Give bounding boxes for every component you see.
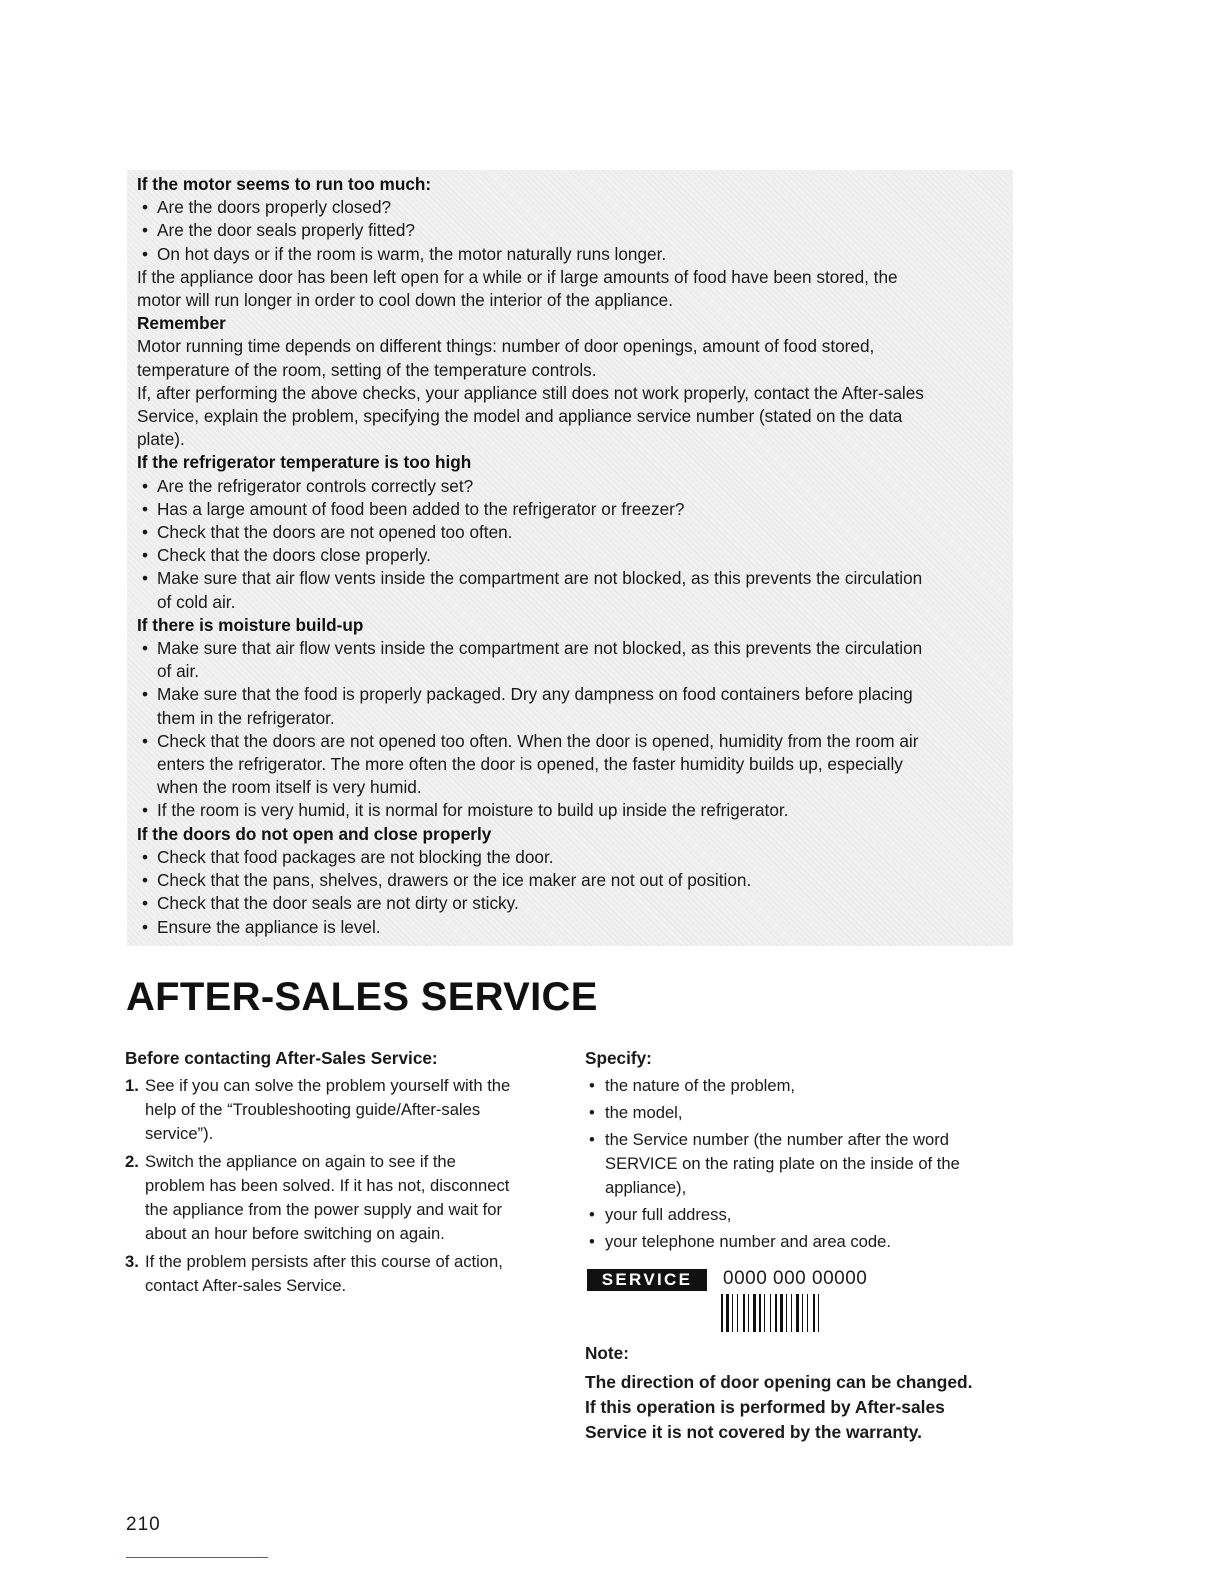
list-item: • Are the refrigerator controls correctly set? xyxy=(137,475,1003,498)
specify-line: • the model, xyxy=(605,1103,683,1122)
barcode-bar xyxy=(753,1294,756,1332)
barcode-bar xyxy=(748,1294,749,1332)
remember-heading: Remember xyxy=(137,313,226,334)
barcode-bar xyxy=(743,1294,745,1332)
step-line: service”). xyxy=(145,1124,214,1143)
step-number: 1. xyxy=(125,1076,139,1095)
paragraph-line: If, after performing the above checks, your appliance still does not work properly, contact the After-sales xyxy=(137,382,924,403)
list-item-continuation: when the room itself is very humid. xyxy=(157,777,422,798)
list-item-continuation: of air. xyxy=(157,661,200,682)
troubleshooting-box xyxy=(127,170,1013,946)
barcode-bar xyxy=(764,1294,765,1332)
step-number: 2. xyxy=(125,1152,139,1171)
note-text xyxy=(585,1370,1025,1445)
step-line: problem has been solved. If it has not, disconnect xyxy=(145,1176,510,1195)
footer-rule xyxy=(126,1557,268,1558)
list-item: • Make sure that the food is properly packaged. Dry any dampness on food containers before placing xyxy=(137,683,1003,706)
barcode-bar xyxy=(721,1294,723,1332)
steps-list xyxy=(125,1074,555,1298)
specify-item xyxy=(585,1074,1025,1098)
step-line: See if you can solve the problem yourself with the xyxy=(145,1076,511,1095)
specify-item xyxy=(585,1101,1025,1125)
specify-line: • the nature of the problem, xyxy=(605,1076,796,1095)
specify-column xyxy=(585,1046,1025,1445)
paragraph-line: Service, explain the problem, specifying the model and appliance service number (stated on the data xyxy=(137,406,903,427)
list-item: • Make sure that air flow vents inside the compartment are not blocked, as this prevents the circulation xyxy=(137,567,1003,590)
barcode-bar xyxy=(732,1294,733,1332)
specify-line: • the Service number (the number after the word xyxy=(605,1130,950,1149)
list-item: • Ensure the appliance is level. xyxy=(137,916,1003,939)
list-item: • Check that the pans, shelves, drawers or the ice maker are not out of position. xyxy=(137,869,1003,892)
step-item xyxy=(125,1074,555,1146)
service-label: SERVICE xyxy=(587,1269,707,1291)
motor-heading: If the motor seems to run too much: xyxy=(137,174,432,194)
list-item: • Are the doors properly closed? xyxy=(137,196,1003,219)
note-line: The direction of door opening can be changed. xyxy=(585,1372,973,1392)
service-number: 0000 000 00000 xyxy=(723,1268,868,1289)
page-number: 210 xyxy=(126,1514,161,1535)
list-item-continuation: them in the refrigerator. xyxy=(157,707,335,728)
specify-line: • your full address, xyxy=(605,1205,732,1224)
step-line: about an hour before switching on again. xyxy=(145,1224,445,1243)
barcode-bar xyxy=(807,1294,808,1332)
barcode-bar xyxy=(786,1294,787,1332)
list-item: • Check that the doors are not opened too often. When the door is opened, humidity from the room air xyxy=(137,730,1003,753)
specify-list xyxy=(585,1074,1025,1254)
specify-line: appliance), xyxy=(605,1178,687,1197)
paragraph-line: plate). xyxy=(137,429,185,450)
list-item: • Check that the door seals are not dirty or sticky. xyxy=(137,892,1003,915)
paragraph-line: temperature of the room, setting of the temperature controls. xyxy=(137,359,597,380)
specify-item xyxy=(585,1128,1025,1200)
step-line: Switch the appliance on again to see if the xyxy=(145,1152,456,1171)
barcode-bar xyxy=(737,1294,738,1332)
barcode-bar xyxy=(813,1294,815,1332)
list-item: • If the room is very humid, it is normal for moisture to build up inside the refrigerator. xyxy=(137,799,1003,822)
barcode-icon xyxy=(721,1294,865,1332)
step-number: 3. xyxy=(125,1252,139,1271)
barcode-bar xyxy=(818,1294,819,1332)
step-item xyxy=(125,1150,555,1246)
section-title: AFTER-SALES SERVICE xyxy=(126,975,598,1019)
note-heading: Note: xyxy=(585,1343,629,1363)
temperature-heading: If the refrigerator temperature is too high xyxy=(137,452,472,473)
barcode-bar xyxy=(796,1294,799,1332)
note-line: Service it is not covered by the warranty. xyxy=(585,1422,922,1442)
specify-item xyxy=(585,1203,1025,1227)
paragraph-line: Motor running time depends on different things: number of door openings, amount of food stored, xyxy=(137,336,875,357)
service-rating-plate xyxy=(585,1265,1025,1337)
list-item: • Has a large amount of food been added to the refrigerator or freezer? xyxy=(137,498,1003,521)
barcode-bar xyxy=(775,1294,777,1332)
barcode-bar xyxy=(759,1294,761,1332)
barcode-bar xyxy=(791,1294,792,1332)
specify-item xyxy=(585,1230,1025,1254)
paragraph-line: motor will run longer in order to cool down the interior of the appliance. xyxy=(137,290,673,311)
step-line: If the problem persists after this course of action, xyxy=(145,1252,503,1271)
note-line: If this operation is performed by After-sales xyxy=(585,1397,945,1417)
specify-heading: Specify: xyxy=(585,1048,652,1068)
barcode-bar xyxy=(770,1294,771,1332)
before-contacting-column xyxy=(125,1046,555,1302)
list-item: • Check that the doors close properly. xyxy=(137,544,1003,567)
list-item-continuation: enters the refrigerator. The more often the door is opened, the faster humidity builds up, especially xyxy=(157,754,903,775)
list-item: • Check that the doors are not opened too often. xyxy=(137,521,1003,544)
doors-heading: If the doors do not open and close properly xyxy=(137,823,492,844)
list-item: • Are the door seals properly fitted? xyxy=(137,219,1003,242)
before-contacting-heading: Before contacting After-Sales Service: xyxy=(125,1048,438,1068)
paragraph-line: If the appliance door has been left open for a while or if large amounts of food have been stored, the xyxy=(137,266,898,287)
moisture-heading: If there is moisture build-up xyxy=(137,614,364,635)
list-item: • Make sure that air flow vents inside the compartment are not blocked, as this prevents the circulation xyxy=(137,637,1003,660)
specify-line: SERVICE on the rating plate on the inside of the xyxy=(605,1154,960,1173)
barcode-bar xyxy=(780,1294,783,1332)
step-line: contact After-sales Service. xyxy=(145,1276,347,1295)
step-item xyxy=(125,1250,555,1298)
list-item: • Check that food packages are not blocking the door. xyxy=(137,846,1003,869)
list-item-continuation: of cold air. xyxy=(157,591,236,612)
list-item: • On hot days or if the room is warm, the motor naturally runs longer. xyxy=(137,243,1003,266)
barcode-bar xyxy=(726,1294,729,1332)
specify-line: • your telephone number and area code. xyxy=(605,1232,891,1251)
step-line: help of the “Troubleshooting guide/After-sales xyxy=(145,1100,481,1119)
step-line: the appliance from the power supply and wait for xyxy=(145,1200,502,1219)
barcode-bar xyxy=(802,1294,803,1332)
